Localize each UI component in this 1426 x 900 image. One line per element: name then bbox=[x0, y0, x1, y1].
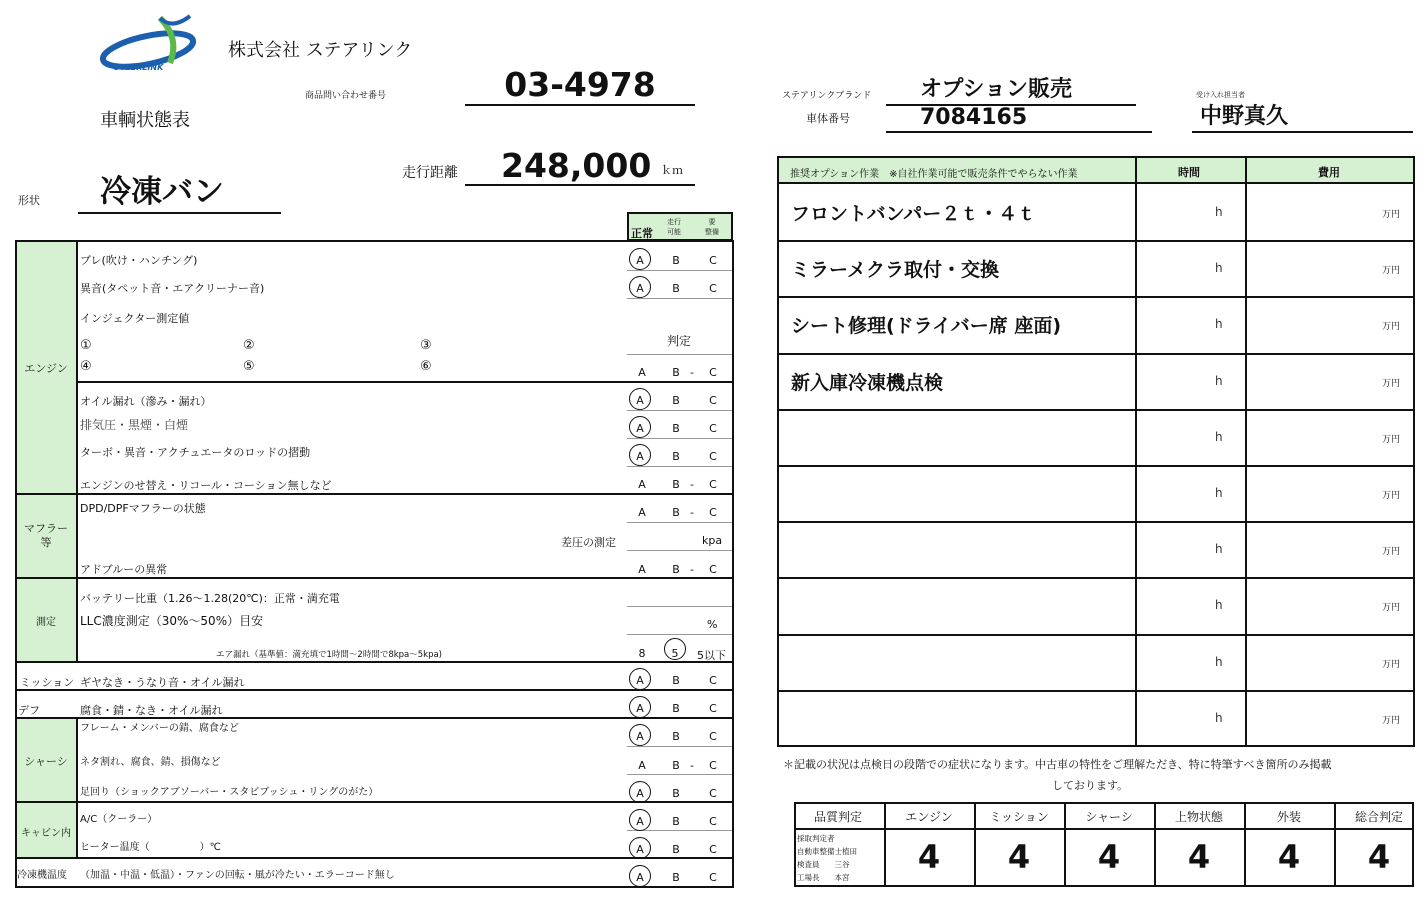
grade-b: B bbox=[672, 563, 680, 576]
grade-a: A bbox=[636, 422, 644, 435]
grade-b: B bbox=[672, 730, 680, 743]
quality-inspectors bbox=[797, 832, 857, 884]
grade-c: C bbox=[709, 394, 717, 407]
option-cost: 万円 bbox=[1382, 434, 1401, 445]
options-table bbox=[777, 156, 1415, 747]
grade-a: A bbox=[638, 366, 646, 379]
mileage-value bbox=[465, 146, 695, 186]
shape-value: 冷凍バン bbox=[78, 172, 281, 214]
receiver-label: 受け入れ担当者 bbox=[1196, 91, 1245, 99]
grade-b: B bbox=[672, 366, 680, 379]
grade-b: B bbox=[672, 282, 680, 295]
item-m1: DPD/DPFマフラーの状態 bbox=[80, 502, 206, 515]
injector-1: ① bbox=[80, 338, 92, 353]
company-logo bbox=[100, 8, 210, 78]
injector-4: ④ bbox=[80, 359, 92, 374]
injector-5: ⑤ bbox=[243, 359, 255, 374]
logo-text: STEERLINK bbox=[114, 63, 164, 72]
item-m2: 差圧の測定 bbox=[561, 536, 616, 549]
inspector-line-2: 自動車整備士植田 bbox=[797, 847, 857, 856]
grade-a: A bbox=[636, 450, 644, 463]
grade-c: C bbox=[709, 759, 717, 772]
grade-b: B bbox=[672, 506, 680, 519]
shape-label: 形状 bbox=[18, 194, 40, 207]
injector-6: ⑥ bbox=[420, 359, 432, 374]
chassis-label: 車体番号 bbox=[806, 112, 850, 125]
grade-b: B bbox=[672, 815, 680, 828]
item-c3: 足回り（ショックアブソーバー・スタビブッシュ・リングのがた） bbox=[80, 787, 379, 798]
receiver-value: 中野真久 bbox=[1192, 103, 1413, 133]
grade-c: C bbox=[709, 478, 717, 491]
grade-b: B bbox=[672, 702, 680, 715]
grade-c: C bbox=[709, 730, 717, 743]
quality-col-label: 総合判定 bbox=[1354, 810, 1403, 824]
injector-judge: 判定 bbox=[667, 334, 692, 348]
grade-a: A bbox=[636, 394, 644, 407]
section-diff: デフ bbox=[18, 704, 40, 717]
grade-b: B bbox=[672, 478, 680, 491]
item-mi1: ギヤなき・うなり音・オイル漏れ bbox=[80, 676, 245, 689]
grade-b: B bbox=[672, 422, 680, 435]
quality-score: 4 bbox=[1367, 838, 1391, 876]
mileage-label: 走行距離 bbox=[402, 165, 458, 181]
option-hours: h bbox=[1215, 542, 1223, 557]
grade-b: B bbox=[672, 674, 680, 687]
grade-a: A bbox=[636, 871, 644, 884]
unit-kpa: kpa bbox=[702, 534, 723, 547]
airleak-5: 5 bbox=[671, 647, 679, 660]
grade-a: A bbox=[638, 759, 646, 772]
note-line1: ＊記載の状況は点検日の段階での症状になります。中古車の特性をご理解ただき、特に特筆すべき箇所のみ掲載 bbox=[783, 758, 1332, 771]
brand-value: オプション販売 bbox=[886, 76, 1136, 106]
grade-a: A bbox=[638, 506, 646, 519]
quality-col-label: 上物状態 bbox=[1174, 810, 1223, 824]
brand-label: ステアリンクブランド bbox=[782, 91, 872, 101]
item-e7: エンジンのせ替え・リコール・コーション無しなど bbox=[80, 479, 332, 492]
grade-a: A bbox=[638, 478, 646, 491]
item-e1: ブレ(吹け・ハンチング) bbox=[80, 254, 198, 267]
option-work: ミラーメクラ取付・交換 bbox=[791, 259, 1000, 282]
option-work: シート修理(ドライバー席 座面) bbox=[791, 315, 1062, 338]
item-e4: オイル漏れ（滲み・漏れ） bbox=[80, 395, 212, 408]
option-cost: 万円 bbox=[1382, 491, 1401, 501]
grade-a: A bbox=[638, 563, 646, 576]
section-cabin: キャビン内 bbox=[21, 828, 71, 839]
grade-c: C bbox=[709, 366, 717, 379]
option-work: フロントバンパー２ｔ・４ｔ bbox=[791, 203, 1037, 225]
airleak-5-under: 5以下 bbox=[697, 649, 726, 662]
inquiry-label: 商品問い合わせ番号 bbox=[305, 91, 387, 101]
option-hours: h bbox=[1215, 317, 1223, 332]
injector-2: ② bbox=[243, 338, 255, 353]
item-s3: エア漏れ（基準値：満充填で1時間～2時間で8kpa～5kpa) bbox=[216, 650, 443, 660]
grade-b: B bbox=[672, 787, 680, 800]
grade-c: C bbox=[709, 871, 717, 884]
section-freezer: 冷凍機温度 bbox=[17, 870, 67, 881]
grade-c: C bbox=[709, 422, 717, 435]
grade-a: A bbox=[636, 787, 644, 800]
item-e6: ターボ・異音・アクチュエータのロッドの摺動 bbox=[80, 446, 311, 459]
option-hours: h bbox=[1215, 654, 1223, 669]
inspector-line-1: 採取判定者 bbox=[797, 834, 835, 843]
grade-header-c: 要 整備 bbox=[705, 218, 719, 236]
grade-b: B bbox=[672, 871, 680, 884]
option-cost: 万円 bbox=[1382, 715, 1401, 726]
grade-c: C bbox=[709, 843, 717, 856]
airleak-8: 8 bbox=[638, 647, 646, 660]
doc-title: 車輌状態表 bbox=[100, 110, 190, 131]
injector-3: ③ bbox=[420, 338, 432, 353]
option-hours: h bbox=[1215, 486, 1223, 500]
inquiry-value: 03-4978 bbox=[465, 66, 695, 106]
item-e5: 排気圧・黒煙・白煙 bbox=[80, 418, 189, 432]
grade-a: A bbox=[636, 282, 644, 295]
options-header-time: 時間 bbox=[1178, 166, 1200, 179]
grade-c: C bbox=[709, 674, 717, 687]
option-cost: 万円 bbox=[1382, 659, 1401, 670]
option-cost: 万円 bbox=[1382, 378, 1401, 389]
options-header-cost: 費用 bbox=[1318, 166, 1340, 179]
item-m3: アドブルーの異常 bbox=[80, 563, 168, 576]
option-cost: 万円 bbox=[1382, 322, 1401, 333]
grade-dash: - bbox=[690, 563, 694, 576]
chassis-value: 7084165 bbox=[886, 105, 1152, 133]
inspector-line-3: 検査員 三谷 bbox=[797, 860, 850, 869]
grade-c: C bbox=[709, 702, 717, 715]
grade-b: B bbox=[672, 254, 680, 267]
item-k1: A/C（クーラー） bbox=[80, 814, 158, 825]
quality-score: 4 bbox=[1097, 838, 1121, 876]
quality-score: 4 bbox=[1007, 838, 1031, 876]
note-line2: しております。 bbox=[1052, 779, 1129, 792]
item-c1: フレーム・メンバーの錆、腐食など bbox=[80, 723, 239, 734]
grade-a: A bbox=[636, 730, 644, 743]
option-work: 新入庫冷凍機点検 bbox=[791, 371, 944, 394]
grade-c: C bbox=[709, 506, 717, 519]
mileage-number: 248,000 bbox=[501, 146, 652, 185]
section-measure: 測定 bbox=[36, 617, 56, 628]
quality-score: 4 bbox=[1187, 838, 1211, 876]
quality-score: 4 bbox=[917, 838, 941, 876]
unit-pct: % bbox=[707, 618, 718, 631]
option-hours: h bbox=[1215, 373, 1223, 388]
mileage-unit: ｋｍ bbox=[661, 164, 683, 177]
inspector-line-4: 工場長 本宮 bbox=[797, 873, 850, 882]
grade-a: A bbox=[636, 843, 644, 856]
grade-b: B bbox=[672, 394, 680, 407]
grade-dash: - bbox=[690, 478, 694, 491]
item-s1: バッテリー比重（1.26～1.28(20℃)：正常・満充電 bbox=[80, 592, 340, 605]
grade-a: A bbox=[636, 674, 644, 687]
quality-score: 4 bbox=[1277, 838, 1301, 876]
grade-b: B bbox=[672, 759, 680, 772]
grade-c: C bbox=[709, 787, 717, 800]
option-hours: h bbox=[1215, 261, 1223, 276]
item-f1: （加温・中温・低温）・ファンの回転・風が冷たい・エラーコード無し bbox=[80, 870, 395, 881]
section-muffler: マフラー 等 bbox=[24, 522, 68, 549]
section-chassis: シャーシ bbox=[24, 755, 68, 768]
grade-a: A bbox=[636, 815, 644, 828]
grade-c: C bbox=[709, 563, 717, 576]
option-hours: h bbox=[1215, 598, 1223, 613]
item-s2: LLC濃度測定（30%～50%）目安 bbox=[80, 614, 264, 628]
options-header-work: 推奨オプション作業 ※自社作業可能で販売条件でやらない作業 bbox=[790, 169, 1078, 180]
grade-c: C bbox=[709, 815, 717, 828]
grade-c: C bbox=[709, 450, 717, 463]
quality-col-label: シャーシ bbox=[1085, 810, 1133, 824]
item-k2: ヒーター温度（ ）℃ bbox=[80, 842, 221, 853]
grade-dash: - bbox=[690, 759, 694, 772]
grade-a: A bbox=[636, 254, 644, 267]
item-d1: 腐食・錆・なき・オイル漏れ bbox=[80, 704, 223, 717]
company-name: 株式会社 ステアリンク bbox=[228, 40, 413, 61]
section-engine: エンジン bbox=[24, 362, 68, 375]
quality-col-label: 外装 bbox=[1276, 810, 1301, 824]
option-hours: h bbox=[1215, 710, 1223, 725]
option-hours: h bbox=[1215, 429, 1223, 444]
item-e3: インジェクター測定値 bbox=[80, 312, 190, 325]
grade-dash: - bbox=[690, 506, 694, 519]
option-cost: 万円 bbox=[1382, 266, 1401, 277]
grade-header-normal: 正常 bbox=[631, 227, 653, 240]
grade-c: C bbox=[709, 282, 717, 295]
quality-col-label: エンジン bbox=[905, 810, 953, 824]
option-hours: h bbox=[1215, 205, 1223, 219]
grade-header-b: 走行 可能 bbox=[667, 218, 681, 236]
grade-b: B bbox=[672, 450, 680, 463]
quality-title: 品質判定 bbox=[814, 810, 863, 824]
grade-b: B bbox=[672, 843, 680, 856]
item-c2: ネタ割れ、腐食、錆、損傷など bbox=[80, 757, 221, 768]
grade-a: A bbox=[636, 702, 644, 715]
grade-header bbox=[627, 212, 733, 241]
option-cost: 万円 bbox=[1382, 210, 1401, 220]
option-cost: 万円 bbox=[1382, 603, 1401, 614]
section-mission: ミッション bbox=[19, 676, 75, 689]
item-e2: 異音(タペット音・エアクリーナー音) bbox=[80, 282, 265, 295]
quality-col-label: ミッション bbox=[989, 810, 1049, 824]
grade-c: C bbox=[709, 254, 717, 267]
grade-dash: - bbox=[690, 366, 694, 379]
option-cost: 万円 bbox=[1382, 547, 1401, 558]
